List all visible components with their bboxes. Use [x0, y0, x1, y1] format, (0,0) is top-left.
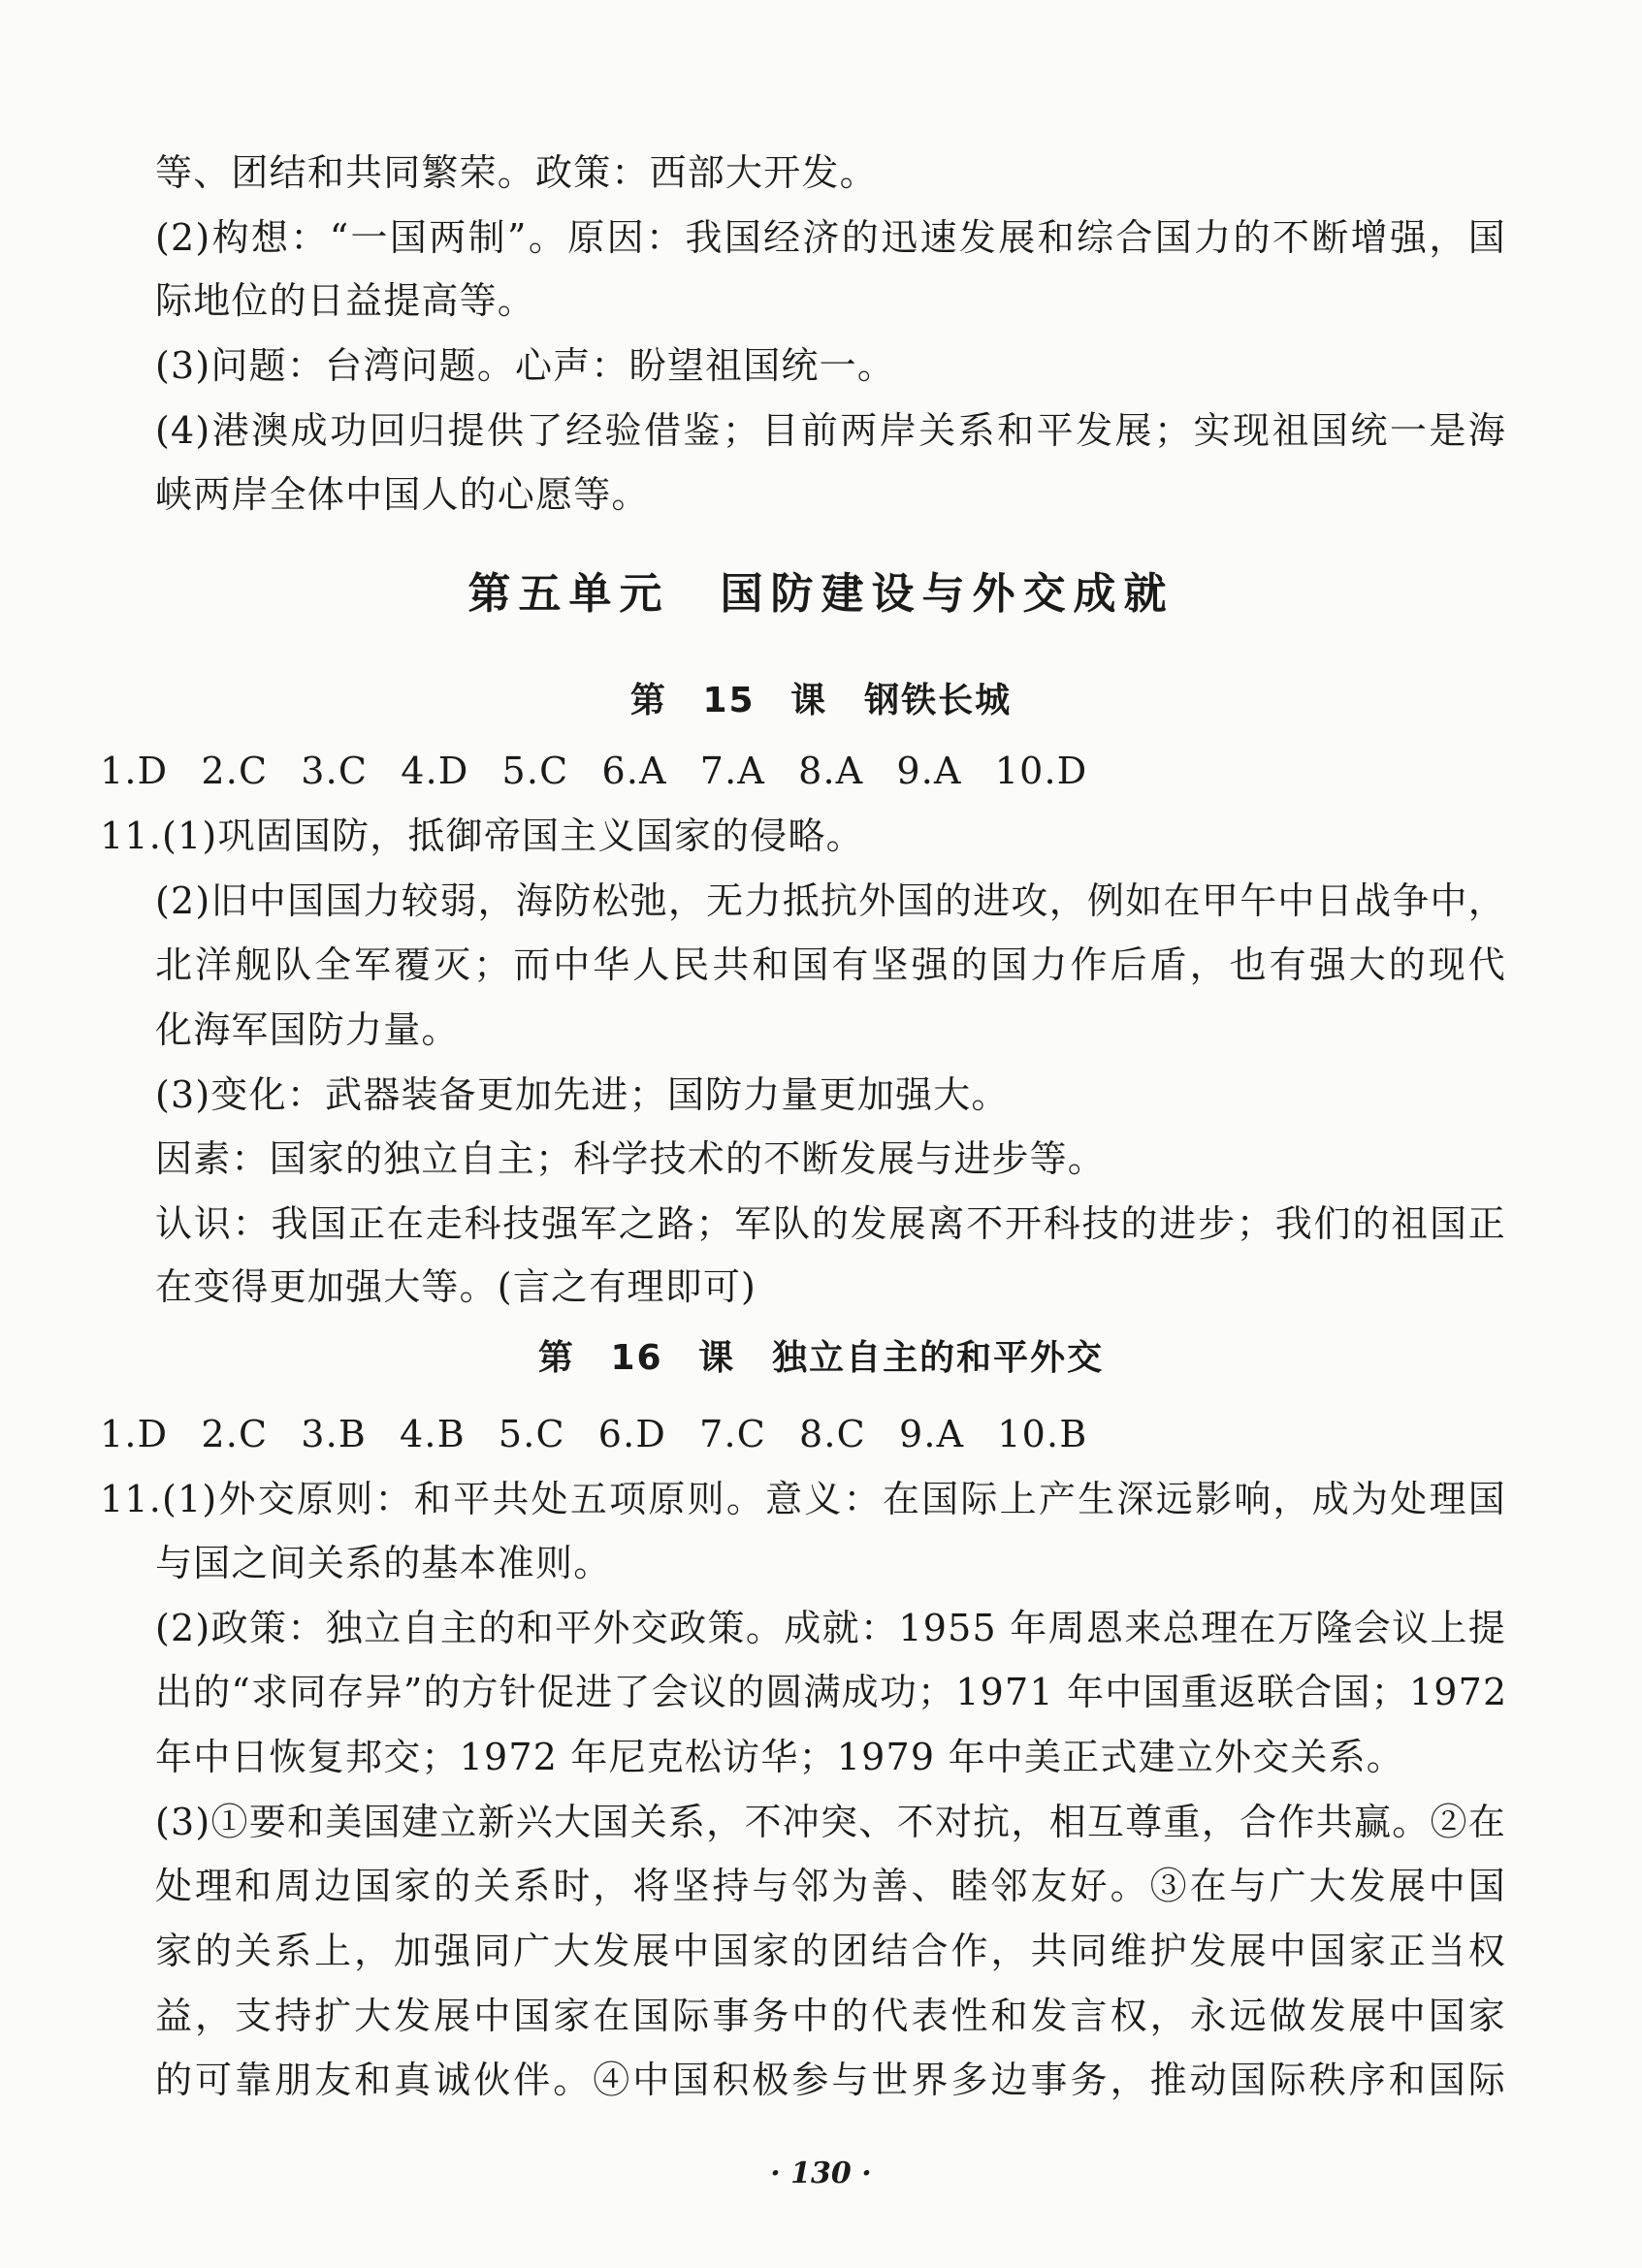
answer-item: 7.C: [699, 1413, 767, 1455]
answer-text-line: 的可靠朋友和真诚伙伴。④中国积极参与世界多边事务，推动国际秩序和国际: [155, 2059, 1506, 2101]
unit-title: 第五单元 国防建设与外交成就: [467, 569, 1175, 619]
answer-item: 2.C: [201, 750, 269, 792]
answer-text-line: 在变得更加强大等。(言之有理即可): [155, 1265, 757, 1308]
answer-item: 4.D: [401, 750, 469, 792]
multiple-choice-answers: [100, 748, 1506, 794]
answer-item: 1.D: [100, 750, 169, 792]
answer-item: 6.D: [597, 1413, 667, 1455]
answer-text-line: (3)问题：台湾问题。心声：盼望祖国统一。: [155, 344, 896, 387]
answer-text-line: 际地位的日益提高等。: [155, 279, 536, 322]
answer-text-line: 11.(1)外交原则：和平共处五项原则。意义：在国际上产生深远影响，成为处理国: [100, 1478, 1506, 1520]
answer-text-line: (2)构想：“一国两制”。原因：我国经济的迅速发展和综合国力的不断增强，国: [155, 216, 1506, 259]
answer-text-line: 因素：国家的独立自主；科学技术的不断发展与进步等。: [155, 1137, 1107, 1180]
answer-text-line: (3)变化：武器装备更加先进；国防力量更加强大。: [155, 1073, 1010, 1116]
answer-item: 9.A: [896, 750, 962, 792]
answer-item: 6.A: [601, 750, 667, 792]
answer-text-line: 家的关系上，加强同广大发展中国家的团结合作，共同维护发展中国家正当权: [155, 1930, 1506, 1972]
answer-item: 3.B: [301, 1413, 368, 1455]
answer-item: 5.C: [501, 750, 569, 792]
answer-text-line: 年中日恢复邦交；1972 年尼克松访华；1979 年中美正式建立外交关系。: [155, 1736, 1404, 1778]
answer-text-line: (2)政策：独立自主的和平外交政策。成就：1955 年周恩来总理在万隆会议上提: [155, 1607, 1506, 1649]
answer-text-line: 认识：我国正在走科技强军之路；军队的发展离不开科技的进步；我们的祖国正: [155, 1202, 1506, 1245]
lesson-title: 第 16 课 独立自主的和平外交: [537, 1338, 1105, 1378]
answer-item: 10.B: [997, 1413, 1088, 1455]
page-number: · 130 ·: [770, 2156, 872, 2190]
answer-text-line: 峡两岸全体中国人的心愿等。: [155, 473, 650, 516]
answer-text-line: 与国之间关系的基本准则。: [155, 1542, 612, 1584]
answer-text-line: 处理和周边国家的关系时，将坚持与邻为善、睦邻友好。③在与广大发展中国: [155, 1865, 1506, 1907]
answer-item: 2.C: [201, 1413, 269, 1455]
answer-text-line: 化海军国防力量。: [155, 1008, 460, 1051]
answer-text-line: 出的“求同存异”的方针促进了会议的圆满成功；1971 年中国重返联合国；1972: [155, 1671, 1508, 1713]
answer-item: 8.A: [798, 750, 864, 792]
answer-item: 5.C: [498, 1413, 565, 1455]
answer-item: 3.C: [301, 750, 369, 792]
lesson-title: 第 15 课 钢铁长城: [629, 681, 1013, 720]
answer-item: 4.B: [400, 1413, 466, 1455]
answer-text-line: (4)港澳成功回归提供了经验借鉴；目前两岸关系和平发展；实现祖国统一是海: [155, 409, 1506, 452]
answer-item: 8.C: [799, 1413, 866, 1455]
answer-text-line: 益，支持扩大发展中国家在国际事务中的代表性和发言权，永远做发展中国家: [155, 1995, 1506, 2037]
answer-text-line: (3)①要和美国建立新兴大国关系，不冲突、不对抗，相互尊重，合作共赢。②在: [155, 1801, 1506, 1843]
answer-text-line: 北洋舰队全军覆灭；而中华人民共和国有坚强的国力作后盾，也有强大的现代: [155, 943, 1506, 986]
answer-item: 10.D: [994, 750, 1088, 792]
answer-item: 9.A: [898, 1413, 965, 1455]
answer-item: 1.D: [100, 1413, 169, 1455]
answer-text-line: 等、团结和共同繁荣。政策：西部大开发。: [155, 151, 878, 194]
answer-text-line: (2)旧中国国力较弱，海防松弛，无力抵抗外国的进攻，例如在甲午中日战争中，: [155, 879, 1506, 922]
answer-item: 7.A: [699, 750, 766, 792]
answer-text-line: 11.(1)巩固国防，抵御帝国主义国家的侵略。: [100, 815, 864, 857]
multiple-choice-answers: [100, 1411, 1506, 1457]
